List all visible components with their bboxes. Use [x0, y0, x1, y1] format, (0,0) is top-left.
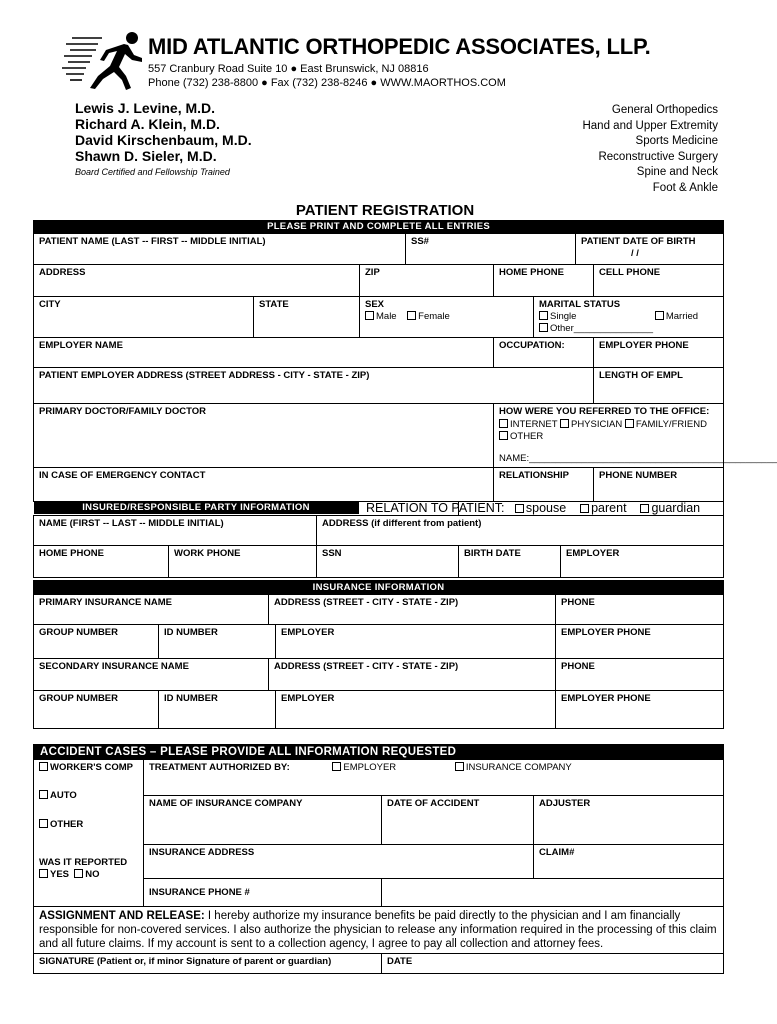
accident-bar: ACCIDENT CASES – PLEASE PROVIDE ALL INFORMATION REQUESTED [34, 745, 724, 760]
signature-field[interactable]: SIGNATURE (Patient or, if minor Signature of parent or guardian) [34, 954, 382, 974]
length-employment-field[interactable]: LENGTH OF EMPL [594, 368, 724, 404]
dob-field[interactable] [576, 234, 724, 265]
doctor-name: David Kirschenbaum, M.D. [75, 132, 252, 148]
guardian-label: guardian [651, 501, 701, 515]
state-field[interactable]: STATE [254, 297, 360, 338]
insurance-phone-blank[interactable] [382, 879, 724, 907]
employer-phone-field[interactable]: EMPLOYER PHONE [594, 338, 724, 368]
patient-section [33, 220, 777, 502]
treat-insurance-option [455, 762, 572, 773]
guardian-checkbox[interactable] [640, 504, 649, 513]
address-field[interactable]: ADDRESS [34, 265, 360, 297]
internet-label: INTERNET [510, 419, 558, 430]
secondary-ins-phone-field[interactable]: PHONE [556, 659, 724, 691]
marital-label: MARITAL STATUS [539, 299, 621, 310]
family-label: FAMILY/FRIEND [635, 419, 707, 430]
specialty: Spine and Neck [636, 166, 718, 178]
was-reported-label: WAS IT REPORTED [39, 857, 128, 868]
firm-name: MID ATLANTIC ORTHOPEDIC ASSOCIATES, LLP. [148, 34, 651, 59]
claim-field[interactable]: CLAIM# [534, 845, 724, 879]
primary-employer-phone-field[interactable]: EMPLOYER PHONE [556, 625, 724, 659]
single-checkbox[interactable] [539, 311, 548, 320]
other-option [39, 819, 138, 831]
date-accident-field[interactable]: DATE OF ACCIDENT [382, 796, 534, 845]
assignment-release [34, 907, 724, 954]
insurance-bar: INSURANCE INFORMATION [34, 581, 724, 595]
primary-insurance-field[interactable]: PRIMARY INSURANCE NAME [34, 595, 269, 625]
emergency-phone-field[interactable]: PHONE NUMBER [594, 468, 724, 502]
insurance-section [33, 580, 724, 729]
insured-home-phone-field[interactable]: HOME PHONE [34, 545, 169, 577]
patient-name-field[interactable]: PATIENT NAME (LAST -- FIRST -- MIDDLE INITIAL) [34, 234, 406, 265]
reported-options [39, 869, 138, 881]
sex-options [365, 311, 528, 323]
secondary-group-field[interactable]: GROUP NUMBER [34, 691, 159, 729]
doctor-name: Lewis J. Levine, M.D. [75, 100, 216, 116]
parent-checkbox[interactable] [580, 504, 589, 513]
referral-field [494, 404, 777, 468]
runner-logo [62, 30, 146, 92]
treat-employer-label: EMPLOYER [343, 762, 397, 773]
marital-options [539, 311, 718, 323]
no-label: NO [85, 869, 100, 880]
married-checkbox[interactable] [655, 311, 664, 320]
employer-address-field[interactable]: PATIENT EMPLOYER ADDRESS (STREET ADDRESS - CITY - STATE - ZIP) [34, 368, 594, 404]
female-checkbox[interactable] [407, 311, 416, 320]
insured-work-phone-field[interactable]: WORK PHONE [169, 545, 317, 577]
other-label: Other_______________ [550, 323, 654, 334]
form-title: PATIENT REGISTRATION [295, 202, 475, 219]
dob-slashes: / / [631, 248, 639, 259]
auto-option [39, 790, 138, 802]
relation-label: RELATION TO PATIENT: [366, 501, 505, 515]
other-marital [539, 323, 718, 335]
date-field[interactable]: DATE [382, 954, 724, 974]
other-accident-label: OTHER [50, 819, 84, 830]
occupation-field[interactable]: OCCUPATION: [494, 338, 594, 368]
zip-field[interactable]: ZIP [360, 265, 494, 297]
physician-label: PHYSICIAN [570, 419, 623, 430]
board-note: Board Certified and Fellowship Trained [75, 167, 230, 177]
spouse-label: spouse [525, 501, 567, 515]
treat-insurance-label: INSURANCE COMPANY [465, 762, 572, 773]
other-ref-checkbox[interactable] [499, 431, 508, 440]
other-ref-label: OTHER [510, 431, 544, 442]
secondary-id-field[interactable]: ID NUMBER [159, 691, 276, 729]
relationship-field[interactable]: RELATIONSHIP [494, 468, 594, 502]
home-phone-field[interactable]: HOME PHONE [494, 265, 594, 297]
specialty: Foot & Ankle [652, 181, 718, 194]
insurance-address-field[interactable]: INSURANCE ADDRESS [144, 845, 534, 879]
single-label: Single [550, 311, 577, 322]
male-label: Male [376, 311, 397, 322]
instruction-bar: PLEASE PRINT AND COMPLETE ALL ENTRIES [34, 221, 724, 234]
insured-birthdate-field[interactable]: BIRTH DATE [459, 545, 561, 577]
insured-address-field[interactable]: ADDRESS (if different from patient) [317, 515, 724, 545]
treatment-row [144, 760, 724, 796]
auto-checkbox[interactable] [39, 790, 48, 799]
internet-checkbox[interactable] [499, 419, 508, 428]
release-text: I hereby authorize my insurance benefits be paid directly to the physician and I am financially responsible for non-covered services. I also authorize the physician to release any information required in the processing of this claim and all future claims. If my account is sent to a collection agency, I agree to pay all collection and attorney fees. [39, 910, 717, 950]
referral-options [499, 419, 718, 443]
other-checkbox[interactable] [539, 323, 548, 332]
employer-name-field[interactable]: EMPLOYER NAME [34, 338, 494, 368]
male-checkbox[interactable] [365, 311, 374, 320]
secondary-employer-phone-field[interactable]: EMPLOYER PHONE [556, 691, 724, 729]
insured-bar: INSURED/RESPONSIBLE PARTY INFORMATION [34, 501, 359, 514]
primary-ins-phone-field[interactable]: PHONE [556, 595, 724, 625]
primary-doctor-field[interactable]: PRIMARY DOCTOR/FAMILY DOCTOR [34, 404, 494, 468]
marital-field [534, 297, 724, 338]
referral-label: HOW WERE YOU REFERRED TO THE OFFICE: [499, 406, 710, 417]
auto-label: AUTO [50, 790, 77, 801]
accident-section [33, 744, 724, 974]
adjuster-field[interactable]: ADJUSTER [534, 796, 724, 845]
specialty-list [582, 103, 718, 196]
workers-comp-label: WORKER'S COMP [50, 762, 134, 773]
doctor-name: Shawn D. Sieler, M.D. [75, 148, 217, 164]
insurance-company-field[interactable]: NAME OF INSURANCE COMPANY [144, 796, 382, 845]
sex-field [360, 297, 534, 338]
insurance-phone-field[interactable]: INSURANCE PHONE # [144, 879, 382, 907]
emergency-contact-field[interactable]: IN CASE OF EMERGENCY CONTACT [34, 468, 494, 502]
insured-ssn-field[interactable]: SSN [317, 545, 459, 577]
specialty: Sports Medicine [635, 135, 718, 147]
primary-group-field[interactable]: GROUP NUMBER [34, 625, 159, 659]
family-checkbox[interactable] [625, 419, 634, 428]
accident-types [34, 760, 144, 907]
primary-ins-address-field[interactable]: ADDRESS (STREET - CITY - STATE - ZIP) [269, 595, 556, 625]
yes-checkbox[interactable] [39, 869, 48, 878]
relation-to-patient [366, 501, 700, 515]
secondary-insurance-field[interactable]: SECONDARY INSURANCE NAME [34, 659, 269, 691]
female-label: Female [418, 311, 450, 322]
specialty: Hand and Upper Extremity [582, 119, 718, 132]
specialty: General Orthopedics [611, 104, 718, 116]
city-field[interactable]: CITY [34, 297, 254, 338]
married-label: Married [665, 311, 699, 322]
no-checkbox[interactable] [74, 869, 83, 878]
physician-checkbox[interactable] [560, 419, 569, 428]
primary-employer-field[interactable]: EMPLOYER [276, 625, 556, 659]
referral-name-line[interactable]: NAME:_______________________________________________ [499, 453, 777, 464]
spouse-checkbox[interactable] [515, 504, 524, 513]
release-heading: ASSIGNMENT AND RELEASE: [39, 910, 205, 922]
parent-label: parent [591, 501, 627, 515]
secondary-employer-field[interactable]: EMPLOYER [276, 691, 556, 729]
doctor-name: Richard A. Klein, M.D. [75, 116, 220, 132]
other-accident-checkbox[interactable] [39, 819, 48, 828]
workers-comp-checkbox[interactable] [39, 762, 48, 771]
treat-employer-option [332, 762, 396, 773]
treatment-label: TREATMENT AUTHORIZED BY: [149, 762, 290, 773]
address-line: 557 Cranbury Road Suite 10 ● East Brunswick, NJ 08816 [148, 63, 429, 75]
secondary-ins-address-field[interactable]: ADDRESS (STREET - CITY - STATE - ZIP) [269, 659, 556, 691]
treat-insurance-checkbox[interactable] [455, 762, 464, 771]
workers-comp-option [39, 762, 138, 774]
cell-phone-field[interactable]: CELL PHONE [594, 265, 724, 297]
sex-label: SEX [365, 299, 385, 310]
doctor-list [75, 100, 252, 164]
contact-line: Phone (732) 238-8800 ● Fax (732) 238-8246 ● WWW.MAORTHOS.COM [148, 77, 506, 89]
primary-id-field[interactable]: ID NUMBER [159, 625, 276, 659]
yes-label: YES [50, 869, 70, 880]
treat-employer-checkbox[interactable] [332, 762, 341, 771]
specialty: Reconstructive Surgery [598, 150, 718, 163]
firm-address [148, 62, 506, 90]
ss-field[interactable]: SS# [406, 234, 576, 265]
insured-employer-field[interactable]: EMPLOYER [561, 545, 724, 577]
insured-name-field[interactable]: NAME (FIRST -- LAST -- MIDDLE INITIAL) [34, 515, 317, 545]
dob-label: PATIENT DATE OF BIRTH [581, 236, 696, 247]
